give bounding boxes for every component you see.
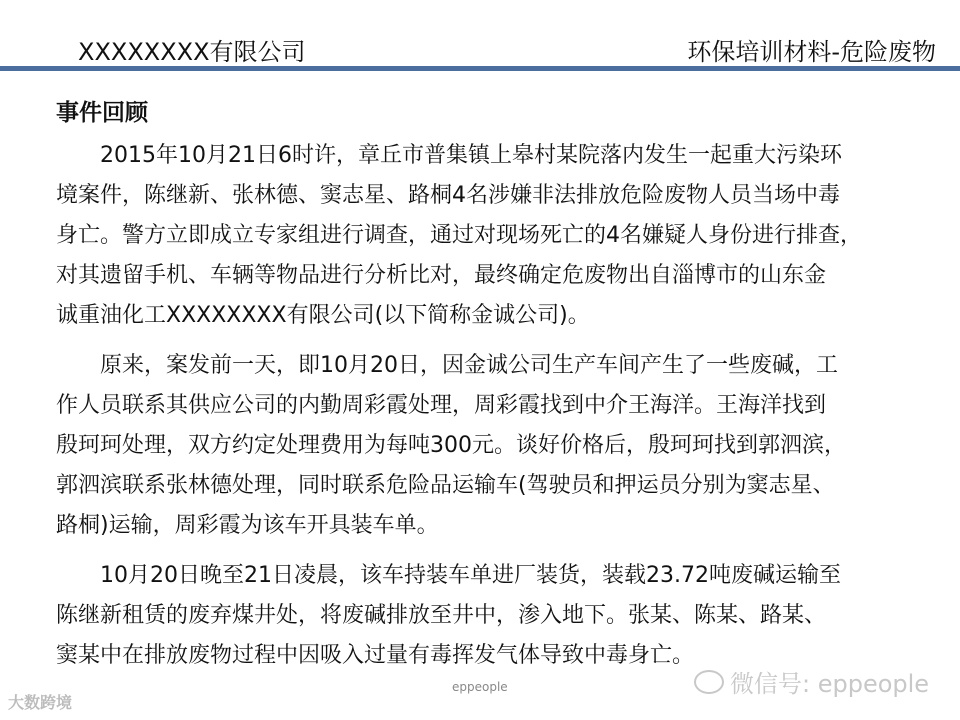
paragraph-line: 对其遗留手机、车辆等物品进行分析比对，最终确定危废物出自淄博市的山东金 [56,263,827,288]
paragraph-line: 殷珂珂处理，双方约定处理费用为每吨300元。谈好价格后，殷珂珂找到郭泗滨， [56,433,846,458]
paragraph-line: 路桐)运输，周彩霞为该车开具装车单。 [56,513,439,538]
paragraph-line: 作人员联系其供应公司的内勤周彩霞处理，周彩霞找到中介王海洋。王海洋找到 [56,393,827,418]
paragraph-line: 陈继新租赁的废弃煤井处，将废碱排放至井中，渗入地下。张某、陈某、路某、 [56,603,827,628]
header-divider [0,66,960,71]
watermark-right [694,664,929,699]
paragraph-line: 10月20日晚至21日凌晨，该车持装车单进厂装货，装载23.72吨废碱运输至 [100,563,841,588]
paragraph-line: 原来，案发前一天，即10月20日，因金诚公司生产车间产生了一些废碱，工 [100,353,838,378]
wechat-icon [694,670,724,694]
paragraph-line: 境案件，陈继新、张林德、窦志星、路桐4名涉嫌非法排放危险废物人员当场中毒 [56,183,840,208]
paragraph-line: 诚重油化工XXXXXXXX有限公司(以下简称金诚公司)。 [56,303,590,328]
paragraph-3 [56,556,920,676]
watermark-right-text: 微信号: eppeople [730,670,930,698]
document-title: 环保培训材料-危险废物 [687,38,936,66]
watermark-left: 大数跨境 [8,693,73,712]
paragraph-line: 郭泗滨联系张林德处理，同时联系危险品运输车(驾驶员和押运员分别为窦志星、 [56,473,835,498]
section-title: 事件回顾 [56,100,148,126]
paragraph-line: 2015年10月21日6时许，章丘市普集镇上皋村某院落内发生一起重大污染环 [100,143,842,168]
watermark-center: eppeople [452,680,508,694]
paragraph-line: 窦某中在排放废物过程中因吸入过量有毒挥发气体导致中毒身亡。 [56,643,695,668]
paragraph-line: 身亡。警方立即成立专家组进行调查，通过对现场死亡的4名嫌疑人身份进行排查， [56,223,862,248]
company-name: XXXXXXXX有限公司 [78,38,306,66]
body-text [56,136,920,676]
page-header [0,0,960,72]
paragraph-1 [56,136,920,336]
paragraph-2 [56,346,920,546]
